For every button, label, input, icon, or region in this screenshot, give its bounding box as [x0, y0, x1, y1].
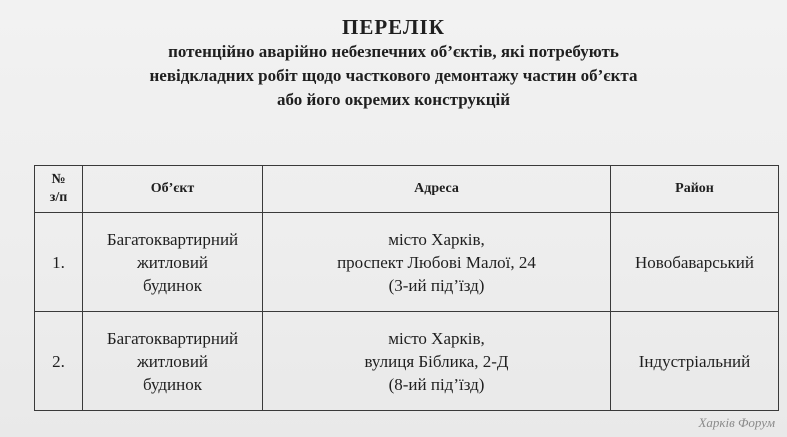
row-address	[263, 312, 611, 411]
document-title: ПЕРЕЛІК	[342, 15, 445, 39]
subtitle-line-2: невідкладних робіт щодо часткового демонтажу частин об’єкта	[149, 66, 638, 85]
row-district: Індустріальний	[611, 312, 779, 411]
row-object	[83, 213, 263, 312]
row-number: 1.	[35, 213, 83, 312]
document-title-block	[0, 14, 787, 112]
row-district: Новобаварський	[611, 213, 779, 312]
header-number-symbol: №	[51, 172, 66, 187]
table-header-row	[35, 166, 779, 213]
subtitle-line-3: або його окремих конструкцій	[276, 90, 511, 109]
header-number	[35, 166, 83, 213]
table-row	[35, 312, 779, 411]
objects-table	[34, 165, 779, 411]
object-line: будинок	[142, 374, 203, 394]
subtitle-line-1: потенційно аварійно небезпечних об’єктів, які потребують	[168, 42, 619, 61]
address-line: місто Харків,	[388, 328, 485, 348]
row-object	[83, 312, 263, 411]
address-line: місто Харків,	[388, 229, 485, 249]
header-district: Район	[611, 166, 779, 213]
header-address: Адреса	[263, 166, 611, 213]
forum-watermark: Харків Форум	[698, 415, 775, 430]
address-line: вулиця Біблика, 2-Д	[364, 351, 509, 371]
address-line: проспект Любові Малої, 24	[337, 252, 536, 272]
object-line: житловий	[136, 351, 209, 371]
address-line: (8-ий під’їзд)	[388, 374, 485, 394]
object-line: будинок	[142, 275, 203, 295]
address-line: (3-ий під’їзд)	[388, 275, 485, 295]
row-address	[263, 213, 611, 312]
table-row	[35, 213, 779, 312]
object-line: Багатоквартирний	[106, 328, 239, 348]
header-object: Об’єкт	[83, 166, 263, 213]
object-line: Багатоквартирний	[106, 229, 239, 249]
object-line: житловий	[136, 252, 209, 272]
row-number: 2.	[35, 312, 83, 411]
header-number-abbr: з/п	[49, 190, 68, 205]
